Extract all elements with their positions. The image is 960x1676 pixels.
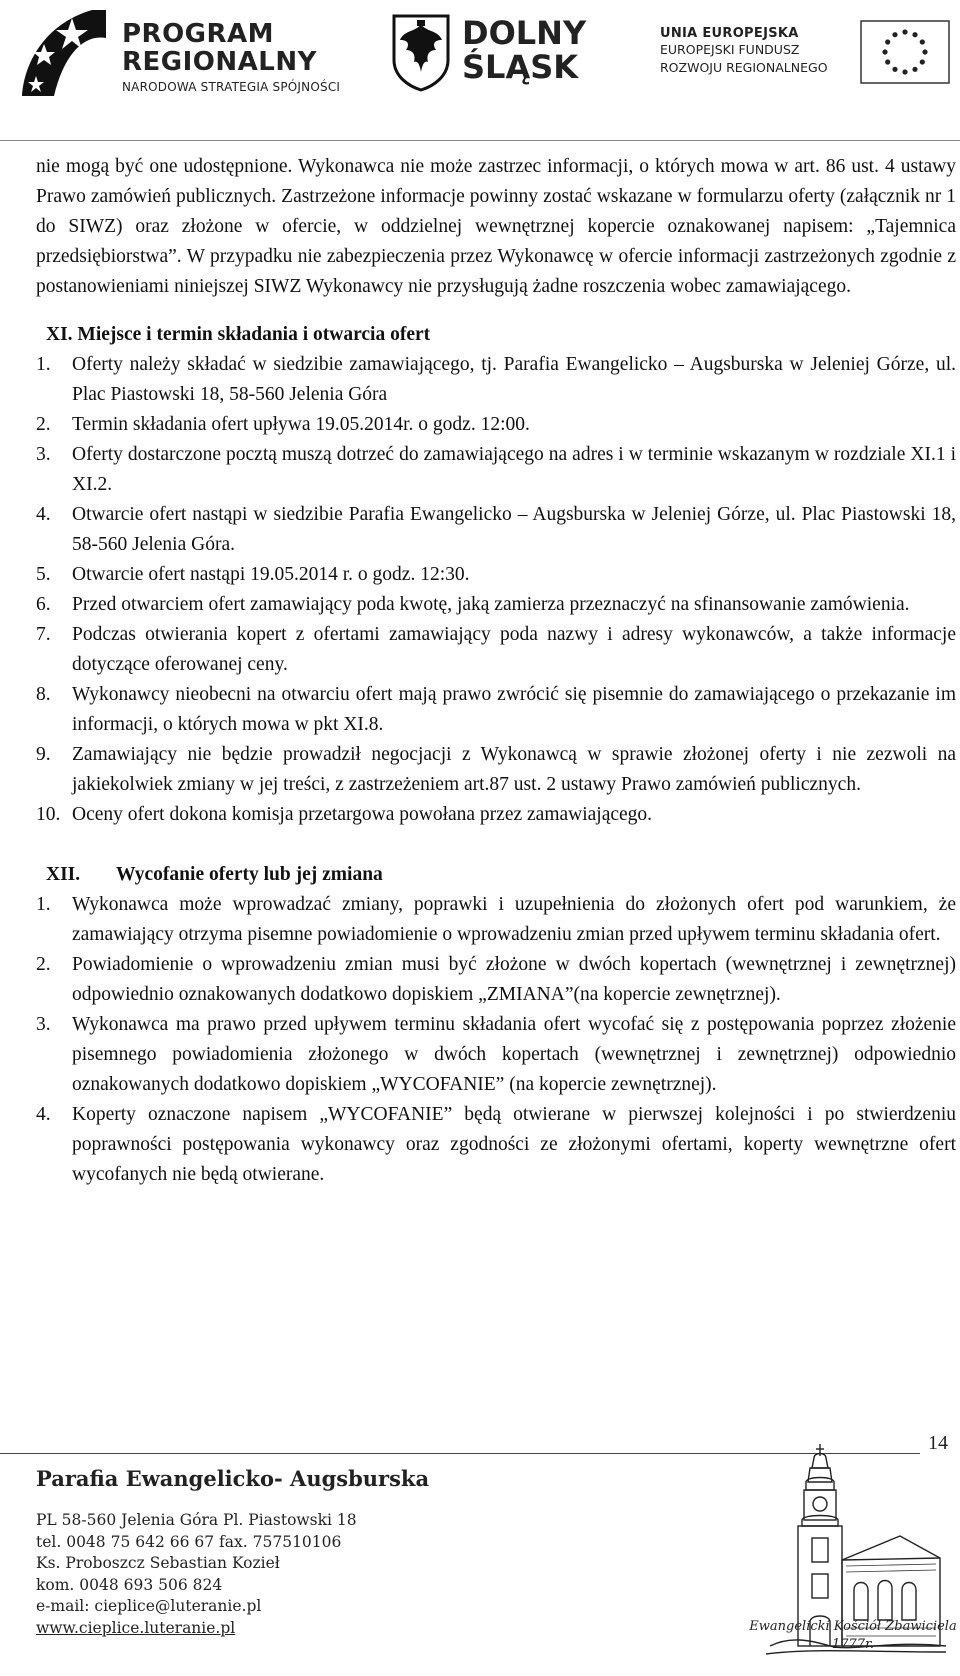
eu-flag-icon bbox=[860, 20, 950, 84]
list-item: 1. Oferty należy składać w siedzibie zamawiającego, tj. Parafia Ewangelicko – Augsburska w Jeleniej Górze, ul. Plac Piastowski 18, 58-560 Jelenia Góra bbox=[36, 354, 956, 405]
dolny-slask-logo bbox=[390, 10, 620, 100]
section-12-list bbox=[36, 890, 956, 1190]
church-caption-line1: Ewangelicki Kościół Zbawiciela bbox=[749, 1619, 957, 1634]
list-item: 3. Wykonawca ma prawo przed upływem terminu składania ofert wycofać się z postępowania poprzez złożenie pisemnego powiadomienia złożonego w dwóch kopertach (wewnętrznej i zewnętrznej) odpowiednio oznakowanych dodatkowo dopiskiem „WYCOFANIE” (na kopercie zewnętrznej). bbox=[36, 1014, 956, 1095]
region-line1: DOLNY bbox=[462, 14, 587, 52]
page-header bbox=[0, 0, 960, 140]
list-item: 6. Przed otwarciem ofert zamawiający poda kwotę, jaką zamierza przeznaczyć na sfinansowanie zamówienia. bbox=[36, 594, 910, 615]
parish-mobile: kom. 0048 693 506 824 bbox=[36, 1575, 223, 1594]
eu-line1: UNIA EUROPEJSKA bbox=[660, 26, 799, 41]
list-item: 8. Wykonawcy nieobecni na otwarciu ofert mają prawo zwrócić się pisemnie do zamawiającego o przekazanie im informacji, o których mowa w pkt XI.8. bbox=[36, 684, 956, 735]
parish-name: Parafia Ewangelicko- Augsburska bbox=[36, 1466, 430, 1491]
list-item: 9. Zamawiający nie będzie prowadził negocjacji z Wykonawcą w sprawie złożonej oferty i nie zezwoli na jakiekolwiek zmiany w jej treści, z zastrzeżeniem art.87 ust. 2 ustawy Prawo zamówień publicznych. bbox=[36, 744, 956, 795]
parish-email[interactable]: e-mail: cieplice@luteranie.pl bbox=[36, 1597, 262, 1615]
program-regionalny-logo bbox=[14, 4, 344, 104]
list-item: 4. Koperty oznaczone napisem „WYCOFANIE” będą otwierane w pierwszej kolejności i po stwierdzeniu poprawności postępowania wykonawcy oraz zgodności ze złożonymi ofertami, koperty wewnętrzne ofert wycofanych nie będą otwierane. bbox=[36, 1104, 956, 1185]
list-item: 4. Otwarcie ofert nastąpi w siedzibie Parafia Ewangelicko – Augsburska w Jeleniej Górze, ul. Plac Piastowski 18, 58-560 Jelenia Góra. bbox=[36, 504, 956, 555]
list-item: 10. Oceny ofert dokona komisja przetargowa powołana przez zamawiającego. bbox=[36, 804, 653, 825]
list-item: 3. Oferty dostarczone pocztą muszą dotrzeć do zamawiającego na adres i w terminie wskazanym w rozdziale XI.1 i XI.2. bbox=[36, 444, 956, 495]
church-caption bbox=[748, 1618, 958, 1654]
section-12-number: XII. bbox=[46, 864, 81, 885]
list-item: 1. Wykonawca może wprowadzać zmiany, poprawki i uzupełnienia do złożonych ofert pod warunkiem, że zamawiający otrzyma pisemne powiadomienie o wprowadzeniu zmian przed upływem terminu składania ofert. bbox=[36, 894, 956, 945]
eu-logo bbox=[660, 20, 950, 100]
list-item: 7. Podczas otwierania kopert z ofertami zamawiający poda nazwy i adresy wykonawców, a także informacje dotyczące oferowanej ceny. bbox=[36, 624, 956, 675]
program-regionalny-emblem-icon bbox=[14, 4, 114, 104]
section-12-title: Wycofanie oferty lub jej zmiana bbox=[116, 864, 383, 885]
church-caption-line2: 1777r. bbox=[831, 1637, 874, 1652]
parish-phone: tel. 0048 75 642 66 67 fax. 757510106 bbox=[36, 1532, 342, 1551]
section-11-title: Miejsce i termin składania i otwarcia ofert bbox=[77, 324, 431, 345]
region-line2: ŚLĄSK bbox=[462, 48, 579, 86]
header-divider bbox=[0, 140, 960, 141]
section-11-list bbox=[36, 350, 956, 830]
list-item: 5. Otwarcie ofert nastąpi 19.05.2014 r. o godz. 12:30. bbox=[36, 564, 470, 585]
page-footer bbox=[36, 1462, 736, 1639]
program-line3: NARODOWA STRATEGIA SPÓJNOŚCI bbox=[122, 80, 341, 94]
program-line2: REGIONALNY bbox=[122, 47, 317, 77]
parish-pastor: Ks. Proboszcz Sebastian Kozieł bbox=[36, 1554, 280, 1572]
section-11-heading bbox=[36, 320, 956, 350]
list-item: 2. Termin składania ofert upływa 19.05.2014r. o godz. 12:00. bbox=[36, 414, 530, 435]
list-item: 2. Powiadomienie o wprowadzeniu zmian musi być złożone w dwóch kopertach (wewnętrznej i zewnętrznej) odpowiednio oznakowanych dodatkowo dopiskiem „ZMIANA”(na kopercie zewnętrznej). bbox=[36, 954, 956, 1005]
page-number: 14 bbox=[928, 1432, 948, 1454]
document-body bbox=[36, 152, 956, 1190]
program-line1: PROGRAM bbox=[122, 19, 275, 49]
parish-address: PL 58-560 Jelenia Góra Pl. Piastowski 18 bbox=[36, 1511, 357, 1529]
silesian-eagle-crest-icon bbox=[390, 10, 452, 92]
eu-line2: EUROPEJSKI FUNDUSZ bbox=[660, 42, 800, 57]
eu-line3: ROZWOJU REGIONALNEGO bbox=[660, 60, 828, 75]
intro-paragraph: nie mogą być one udostępnione. Wykonawca nie może zastrzec informacji, o których mowa w art. 86 ust. 4 ustawy Prawo zamówień publicznych. Zastrzeżone informacje powinny zostać wskazane w formularzu oferty (załącznik nr 1 do SIWZ) oraz złożone w ofercie, w oddzielnej wewnętrznej kopercie oznakowanej napisem: „Tajemnica przedsiębiorstwa”. W przypadku nie zabezpieczenia przez Wykonawcę w ofercie informacji zastrzeżonych zgodnie z postanowieniami niniejszej SIWZ Wykonawcy nie przysługują żadne roszczenia wobec zamawiającego. bbox=[36, 156, 956, 297]
section-12-heading bbox=[36, 860, 956, 890]
section-11-number: XI. bbox=[46, 324, 73, 345]
parish-website-link[interactable]: www.cieplice.luteranie.pl bbox=[36, 1618, 236, 1637]
